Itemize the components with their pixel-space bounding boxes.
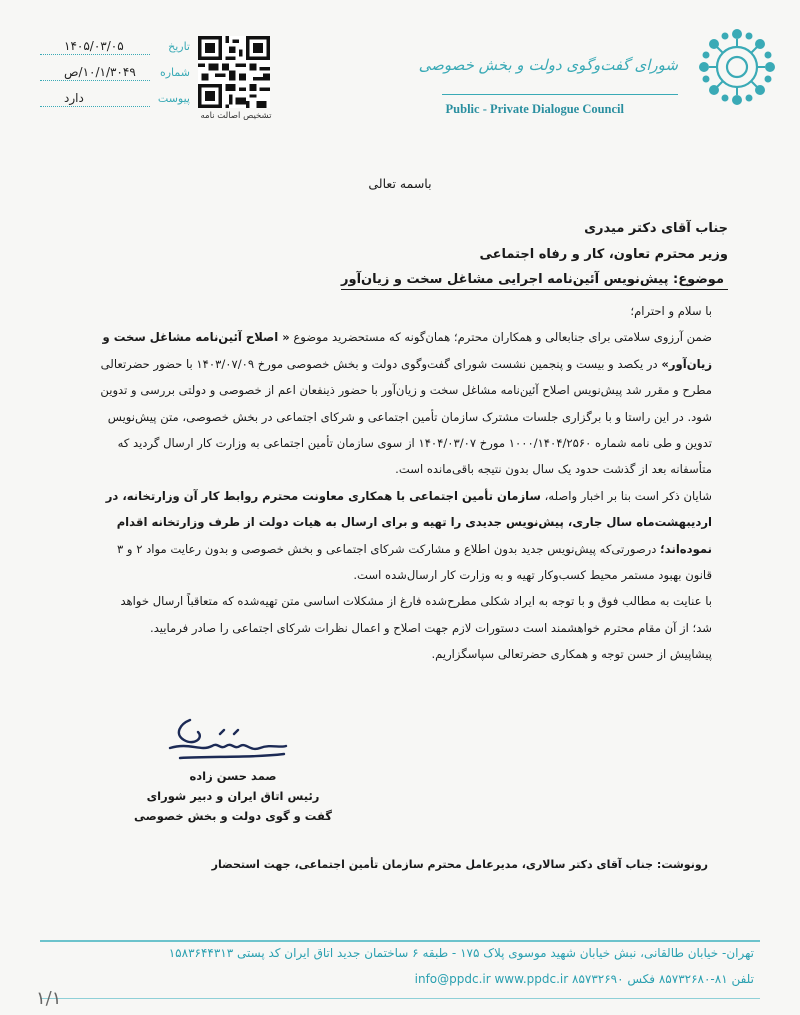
paragraph-2-intro: شایان ذکر است بنا بر اخبار واصله، bbox=[544, 488, 712, 503]
attachment-label: پیوست bbox=[157, 92, 190, 105]
signer-title-1: رئیس اتاق ایران و دبیر شورای bbox=[146, 789, 320, 803]
council-logo bbox=[418, 22, 782, 116]
attachment-field bbox=[40, 92, 190, 118]
footer-address: تهران- خیابان طالقانی، نبش خیابان شهید موسوی پلاک ۱۷۵ - طبقه ۶ ساختمان جدید اتاق ایران کد پستی ۱۵۸۳۶۴۴۳۱۳ bbox=[168, 946, 754, 960]
addressee bbox=[479, 216, 728, 268]
paragraph-3: با عنایت به مطالب فوق و با توجه به ایراد شکلی مطرح‌شده فارغ از مشکلات اساسی متن تهیه‌شده که متعاقباً ارسال خواهد شد؛ از آن مقام محترم خواهشمند است دستورات لازم جهت اصلاح و اعمال نظرات شرکای اجتماعی را صادر فرمایید. bbox=[120, 594, 712, 635]
letter-meta bbox=[40, 40, 190, 118]
paragraph-1-rest: در یکصد و بیست و پنجمین نشست شورای گفت‌وگوی دولت و بخش خصوصی مورخ ۱۴۰۳/۰۷/۰۹ با حضور حضرتعالی مطرح و مقرر شد پیش‌نویس اصلاح آئین‌نامه مشاغل سخت و زیان‌آور با حضور ذینفعان اعم از خصوصی و دولتی بررسی و تدوین شود. در این راستا و با برگزاری جلسات مشترک سازمان تأمین اجتماعی و شرکای اجتماعی در بخش خصوصی، متن پیش‌نویس تدوین و طی نامه شماره ۱۰۰۰/۱۴۰۴/۲۵۶۰ مورخ ۱۴۰۴/۰۳/۰۷ از سوی سازمان تأمین اجتماعی به وزارت کار ارسال گردید که متأسفانه بعد از گذشت حدود یک سال بدون نتیجه باقی‌مانده است. bbox=[100, 356, 712, 477]
addressee-name: جناب آقای دکتر میدری bbox=[584, 221, 728, 236]
council-name-en: Public - Private Dialogue Council bbox=[445, 102, 624, 116]
closing: پیشاپیش از حسن توجه و همکاری حضرتعالی سپاسگزاریم. bbox=[431, 647, 712, 662]
paragraph-2-highlight: سازمان تأمین اجتماعی با همکاری معاونت محترم روابط کار آن وزارتخانه، در اردیبهشت‌ماه سال جاری، پیش‌نویس جدیدی را تهیه و برای ارسال به هیات دولت از طرف وزارتخانه اقدام نموده‌اند؛ bbox=[105, 488, 712, 556]
number-dotted-line bbox=[40, 80, 150, 81]
carbon-copy: رونوشت: جناب آقای دکتر سالاری، مدیرعامل محترم سازمان تأمین اجتماعی، جهت استحضار bbox=[211, 858, 708, 871]
attachment-value: دارد bbox=[64, 91, 84, 105]
footer-contact: تلفن ۸۱-۸۵۷۳۲۶۸۰ فکس ۸۵۷۳۲۶۹۰ info@ppdc.ir www.ppdc.ir bbox=[414, 972, 754, 986]
signer-title-2: گفت و گوی دولت و بخش خصوصی bbox=[134, 809, 332, 823]
paragraph-1 bbox=[100, 324, 712, 482]
number-field bbox=[40, 66, 190, 92]
qr-caption: تشخیص اصالت نامه bbox=[200, 111, 272, 121]
signer-name: صمد حسن زاده bbox=[189, 769, 277, 783]
council-emblem-icon bbox=[692, 22, 782, 112]
paragraph-1-intro: ضمن آرزوی سلامتی برای جنابعالی و همکاران محترم؛ همان‌گونه که مستحضرید موضوع bbox=[293, 330, 712, 345]
letter-body bbox=[100, 298, 712, 668]
footer-divider-bottom bbox=[40, 998, 760, 999]
paragraph-2-rest: درصورتی‌که پیش‌نویس جدید بدون اطلاع و مشارکت شرکای اجتماعی و بخش خصوصی و بدون رعایت مواد ۲ و ۳ قانون بهبود مستمر محیط کسب‌وکار تهیه و به وزارت کار ارسال‌شده است. bbox=[117, 541, 712, 583]
date-dotted-line bbox=[40, 54, 150, 55]
handwritten-signature bbox=[160, 712, 290, 764]
letter-subject: موضوع: پیش‌نویس آئین‌نامه اجرایی مشاغل سخت و زیان‌آور bbox=[341, 272, 728, 290]
footer-divider-top bbox=[40, 940, 760, 942]
page-number: ۱/۱ bbox=[36, 988, 62, 1009]
signer-block bbox=[128, 766, 338, 826]
qr-code-icon bbox=[198, 36, 270, 108]
number-label: شماره bbox=[159, 66, 190, 79]
paragraph-2 bbox=[100, 483, 712, 589]
logo-divider bbox=[442, 94, 678, 95]
addressee-title: وزیر محترم تعاون، کار و رفاه اجتماعی bbox=[479, 247, 728, 262]
bismillah: باسمه تعالی bbox=[368, 176, 432, 191]
greeting: با سلام و احترام؛ bbox=[630, 304, 712, 318]
date-label: تاریخ bbox=[168, 40, 190, 53]
paragraph-1-topic: « اصلاح آئین‌نامه مشاغل سخت و زیان‌آور» bbox=[102, 330, 712, 371]
date-value: ۱۴۰۵/۰۳/۰۵ bbox=[64, 39, 124, 53]
date-field bbox=[40, 40, 190, 66]
attachment-dotted-line bbox=[40, 106, 150, 107]
council-name-fa: شورای گفت‌وگوی دولت و بخش خصوصی bbox=[418, 56, 678, 74]
number-value: ۱۰/۱/۳۰۴۹/ص bbox=[64, 65, 136, 79]
